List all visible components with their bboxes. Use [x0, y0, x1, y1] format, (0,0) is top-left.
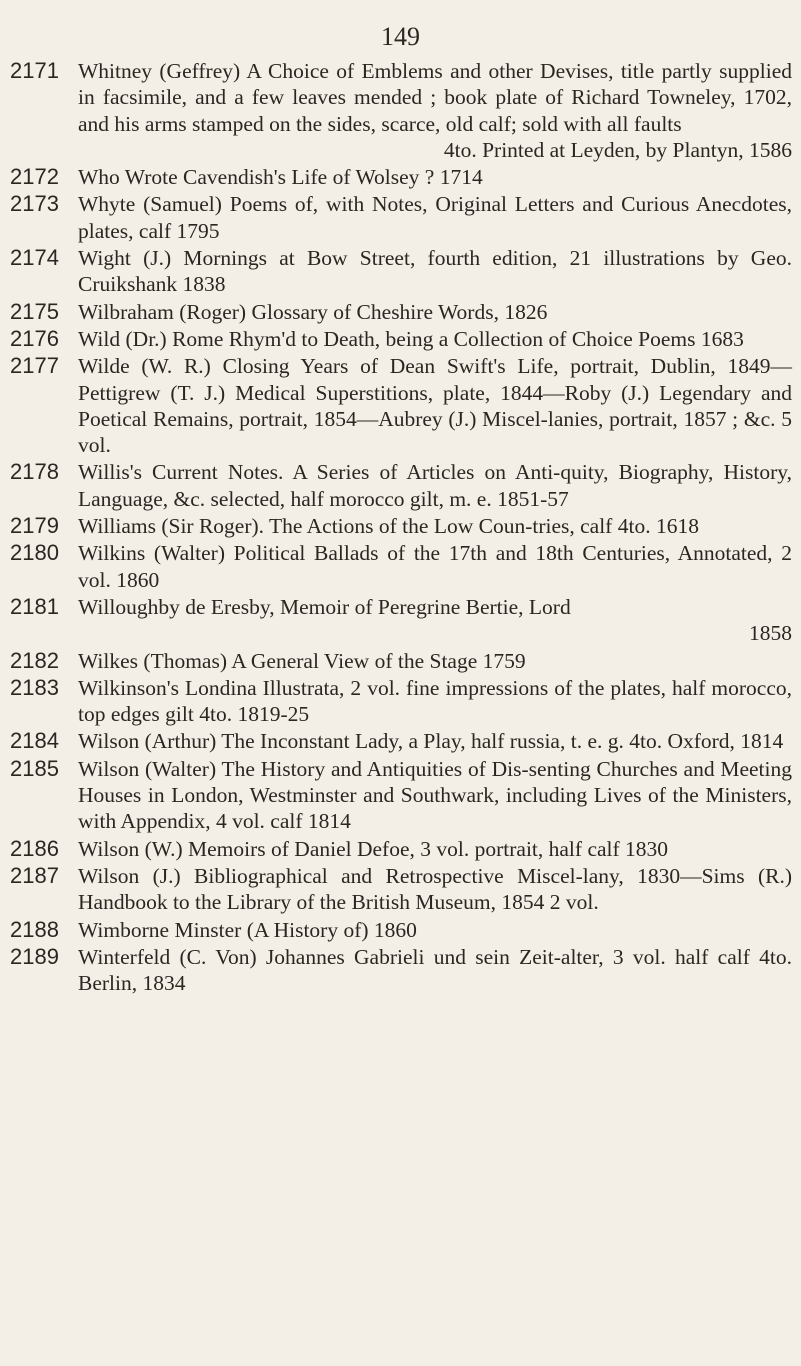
entry-description	[78, 836, 792, 862]
entry-description	[78, 58, 792, 163]
entry-number: 2177	[10, 353, 59, 379]
entry-number: 2183	[10, 674, 59, 700]
entry-number: 2182	[10, 647, 59, 673]
catalogue-entry	[10, 459, 792, 512]
entry-title-text: Wimborne Minster (A History of) 1860	[78, 917, 417, 942]
entry-number: 2174	[10, 245, 59, 271]
catalogue-entry	[10, 756, 792, 835]
entry-number: 2181	[10, 593, 59, 619]
entry-description	[78, 648, 792, 674]
entry-number: 2186	[10, 835, 59, 861]
entry-number: 2180	[10, 540, 59, 566]
entry-number: 2173	[10, 191, 59, 217]
catalogue-entry	[10, 863, 792, 916]
entry-title-text: Wilbraham (Roger) Glossary of Cheshire Words, 1826	[78, 299, 548, 324]
entry-description	[78, 756, 792, 835]
entry-imprint: 1858	[749, 621, 792, 646]
entry-description	[78, 917, 792, 943]
entry-number: 2178	[10, 459, 59, 485]
entry-number: 2187	[10, 862, 59, 888]
entry-description	[78, 245, 792, 298]
catalogue-entry	[10, 245, 792, 298]
entry-description	[78, 513, 792, 539]
entry-number: 2185	[10, 755, 59, 781]
entry-description	[78, 164, 792, 190]
entry-number: 2189	[10, 943, 59, 969]
entry-title-text: Winterfeld (C. Von) Johannes Gabrieli und sein Zeit-alter, 3 vol. half calf 4to. Berlin, 1834	[78, 944, 792, 996]
entry-description	[78, 675, 792, 728]
catalogue-entry	[10, 540, 792, 593]
catalogue-entry	[10, 594, 792, 647]
catalogue-entry	[10, 299, 792, 325]
entry-title-text: Wilde (W. R.) Closing Years of Dean Swift's Life, portrait, Dublin, 1849—Pettigrew (T. J.) Medical Superstitions, plate, 1844—Roby (J.) Legendary and Poetical Remains, portrait, 1854—Aubrey (J.) Miscel-lanies, portrait, 1857 ; &c. 5 vol.	[78, 354, 792, 458]
catalogue-entry	[10, 728, 792, 754]
entry-description	[78, 299, 792, 325]
entry-number: 2188	[10, 916, 59, 942]
entry-description	[78, 540, 792, 593]
catalogue-entry	[10, 164, 792, 190]
entry-number: 2171	[10, 58, 59, 83]
entry-description	[78, 326, 792, 352]
entry-description	[78, 191, 792, 244]
entry-number: 2176	[10, 325, 59, 351]
entry-description	[78, 728, 792, 754]
catalogue-entry	[10, 675, 792, 728]
entry-description	[78, 944, 792, 997]
catalogue-entry	[10, 58, 792, 163]
entry-title-text: Willoughby de Eresby, Memoir of Peregrine Bertie, Lord	[78, 594, 571, 619]
entry-number: 2172	[10, 164, 59, 190]
entry-number: 2179	[10, 513, 59, 539]
entry-title-text: Williams (Sir Roger). The Actions of the Low Coun-tries, calf 4to. 1618	[78, 514, 699, 539]
catalogue-entries	[10, 58, 792, 997]
entry-title-text: Wilkinson's Londina Illustrata, 2 vol. fine impressions of the plates, half morocco, top edges gilt 4to. 1819-25	[78, 675, 792, 727]
catalogue-entry	[10, 326, 792, 352]
catalogue-entry	[10, 917, 792, 943]
entry-title-text: Whitney (Geffrey) A Choice of Emblems and other Devises, title partly supplied in facsimile, and a few leaves mended ; book plate of Richard Towneley, 1702, and his arms stamped on the sides, scarce, old calf; sold with all faults	[78, 59, 792, 136]
catalogue-entry	[10, 191, 792, 244]
entry-description	[78, 353, 792, 458]
entry-title-text: Wilson (W.) Memoirs of Daniel Defoe, 3 vol. portrait, half calf 1830	[78, 836, 669, 861]
entry-title-text: Who Wrote Cavendish's Life of Wolsey ? 1714	[78, 165, 483, 190]
entry-title-text: Whyte (Samuel) Poems of, with Notes, Original Letters and Curious Anecdotes, plates, calf 1795	[78, 192, 792, 243]
entry-title-text: Wilson (J.) Bibliographical and Retrospective Miscel-lany, 1830—Sims (R.) Handbook to the Library of the British Museum, 1854 2 vol.	[78, 863, 792, 915]
catalogue-entry	[10, 513, 792, 539]
entry-description	[78, 594, 792, 647]
entry-imprint: 4to. Printed at Leyden, by Plantyn, 1586	[443, 137, 792, 162]
entry-title-text: Wilson (Arthur) The Inconstant Lady, a Play, half russia, t. e. g. 4to. Oxford, 1814	[78, 729, 784, 754]
entry-description	[78, 459, 792, 512]
entry-description	[78, 863, 792, 916]
catalogue-entry	[10, 648, 792, 674]
catalogue-entry	[10, 944, 792, 997]
entry-title-text: Wild (Dr.) Rome Rhym'd to Death, being a Collection of Choice Poems 1683	[78, 326, 744, 351]
entry-title-text: Wilkins (Walter) Political Ballads of the 17th and 18th Centuries, Annotated, 2 vol. 1860	[78, 541, 792, 592]
entry-title-text: Wilson (Walter) The History and Antiquities of Dis-senting Churches and Meeting Houses in London, Westminster and Southwark, including Lives of the Ministers, with Appendix, 4 vol. calf 1814	[78, 756, 792, 834]
entry-title-text: Willis's Current Notes. A Series of Articles on Anti-quity, Biography, History, Language, &c. selected, half morocco gilt, m. e. 1851-57	[78, 460, 792, 511]
catalogue-entry	[10, 836, 792, 862]
entry-title-text: Wilkes (Thomas) A General View of the Stage 1759	[78, 648, 526, 673]
entry-number: 2175	[10, 298, 59, 324]
page-number: 149	[381, 22, 420, 51]
catalogue-entry	[10, 353, 792, 458]
entry-number: 2184	[10, 728, 59, 754]
entry-title-text: Wight (J.) Mornings at Bow Street, fourth edition, 21 illustrations by Geo. Cruikshank 1838	[78, 246, 792, 297]
